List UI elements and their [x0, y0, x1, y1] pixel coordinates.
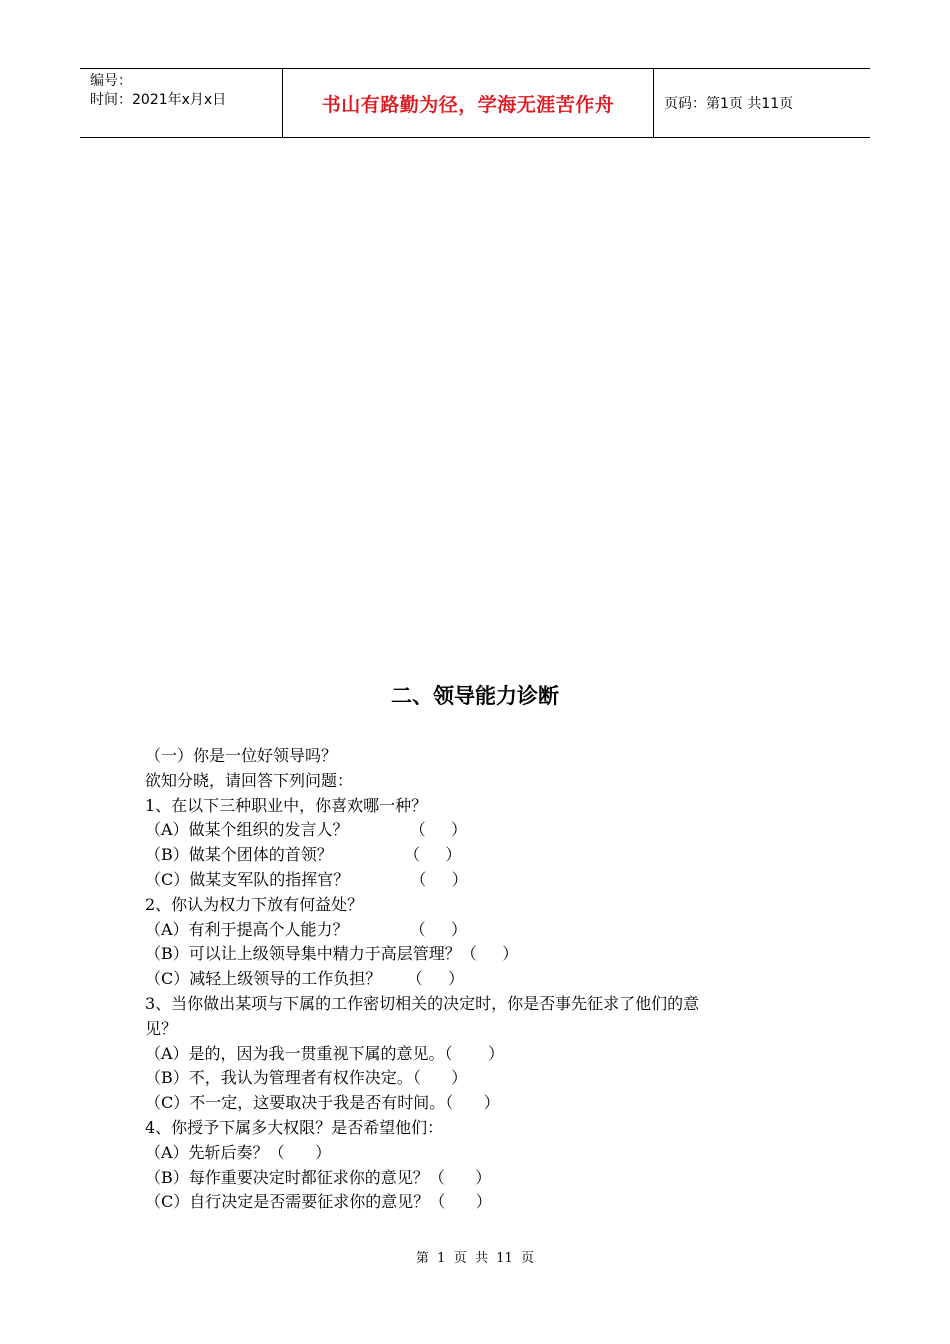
header-meta — [80, 69, 282, 137]
question-4-option-c: （C）自行决定是否需要征求你的意见？（ ） — [145, 1192, 492, 1212]
question-4-option-b: （B）每作重要决定时都征求你的意见？（ ） — [145, 1167, 492, 1187]
question-3-option-c: （C）不一定，这要取决于我是否有时间。（ ） — [145, 1093, 500, 1113]
page-header — [80, 68, 870, 138]
question-4: 4、你授予下属多大权限？是否希望他们： — [145, 1117, 444, 1137]
document-number-label: 编号： — [90, 73, 132, 89]
question-1: 1、在以下三种职业中，你喜欢哪一种？ — [145, 795, 428, 815]
header-motto: 书山有路勤为径，学海无涯苦作舟 — [282, 69, 654, 137]
section-title: 二、领导能力诊断 — [391, 684, 559, 708]
question-2-option-a: （A）有利于提高个人能力？ （ ） — [145, 919, 468, 939]
question-3-line-2: 见？ — [145, 1018, 178, 1038]
question-2-option-b: （B）可以让上级领导集中精力于高层管理？（ ） — [145, 944, 519, 964]
question-1-option-c: （C）做某支军队的指挥官？ （ ） — [145, 869, 468, 889]
question-3-option-b: （B）不，我认为管理者有权作决定。（ ） — [145, 1068, 468, 1088]
header-page-info: 页码：第1页 共11页 — [664, 96, 794, 112]
question-4-option-a: （A）先斩后奏？（ ） — [145, 1142, 332, 1162]
question-3-line-1: 3、当你做出某项与下属的工作密切相关的决定时，你是否事先征求了他们的意 — [145, 993, 700, 1013]
page-footer: 第 1 页 共 11 页 — [415, 1251, 535, 1266]
question-3-option-a: （A）是的，因为我一贯重视下属的意见。（ ） — [145, 1043, 505, 1063]
question-2-option-c: （C）减轻上级领导的工作负担？ （ ） — [145, 969, 465, 989]
question-1-option-a: （A）做某个组织的发言人？ （ ） — [145, 820, 468, 840]
document-time-label: 时间：2021年x月x日 — [90, 92, 227, 108]
questionnaire-body — [145, 744, 810, 1215]
intro-instruction: 欲知分晓，请回答下列问题： — [145, 770, 354, 790]
intro-heading: （一）你是一位好领导吗？ — [145, 746, 338, 765]
question-2: 2、你认为权力下放有何益处？ — [145, 894, 364, 914]
question-1-option-b: （B）做某个团体的首领？ （ ） — [145, 845, 462, 865]
